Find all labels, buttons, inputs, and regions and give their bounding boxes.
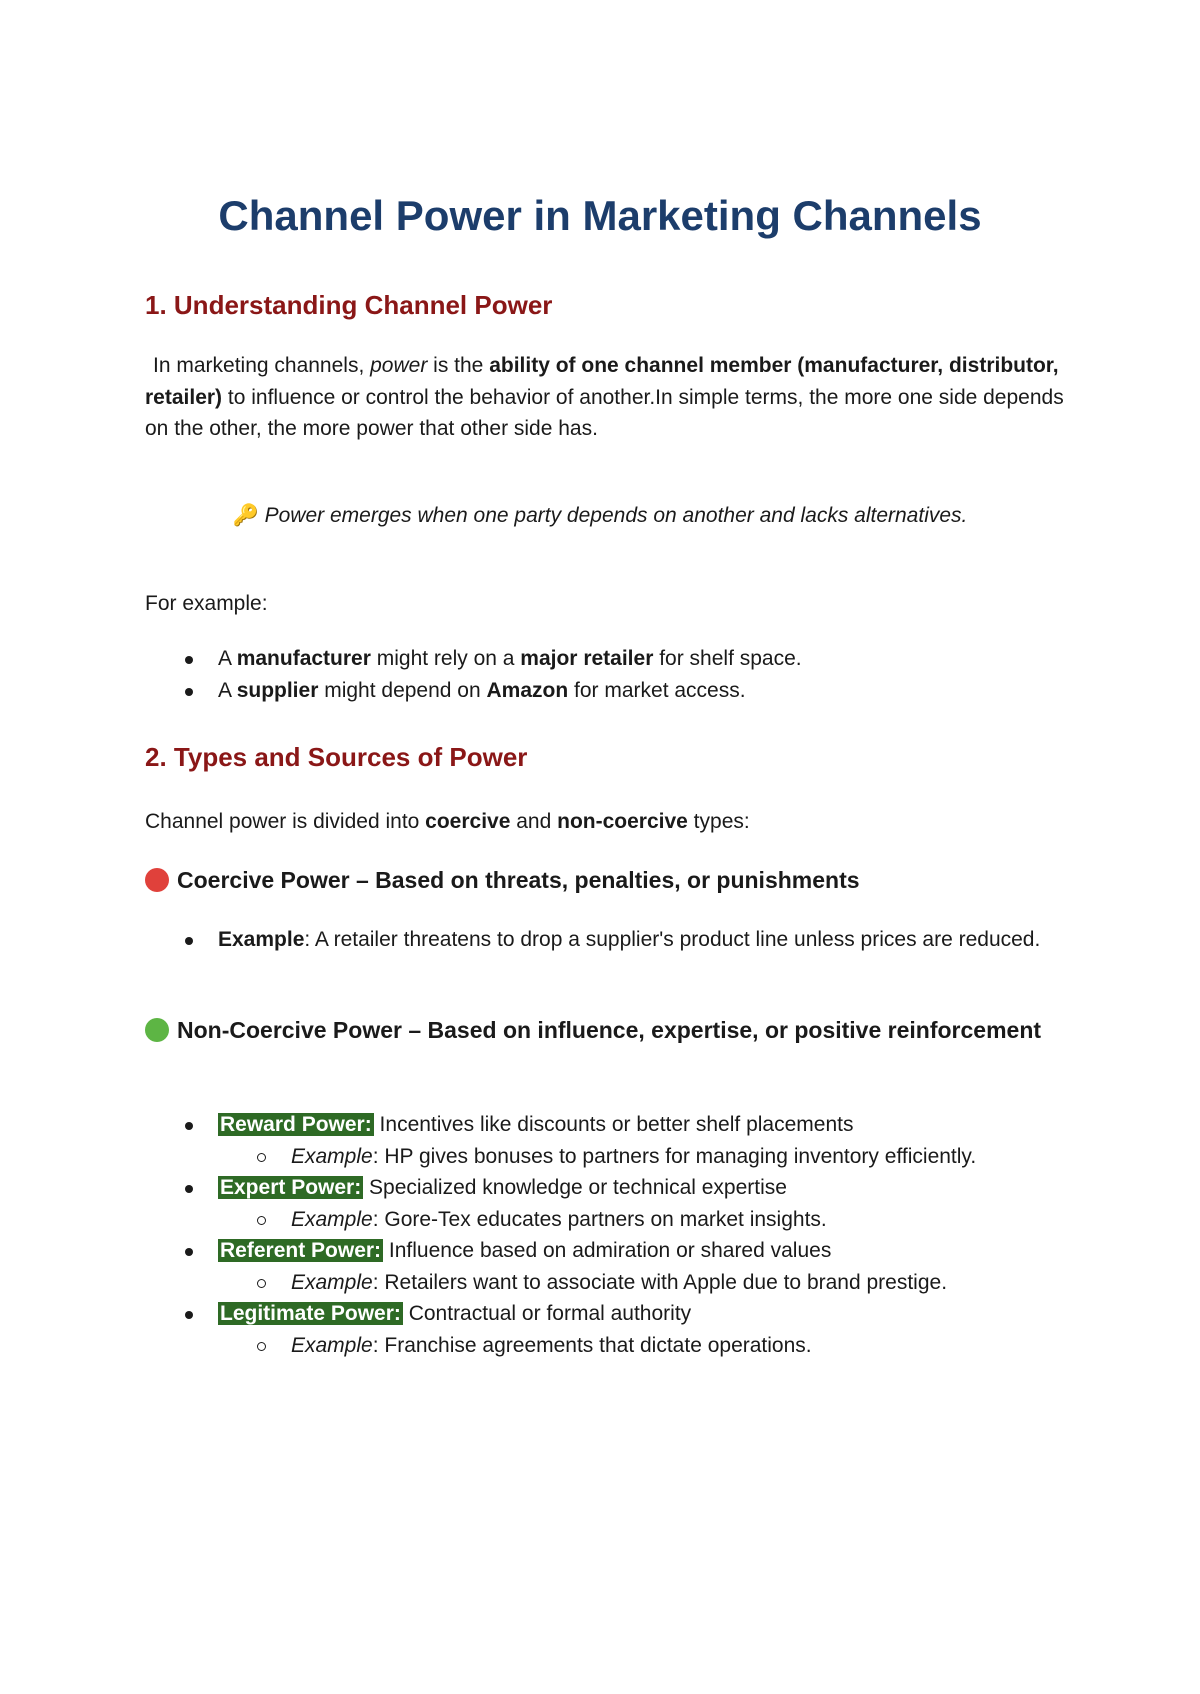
highlight-label: Reward Power: [220, 1113, 372, 1136]
sub-list-item [218, 1141, 1065, 1173]
intro-bold-non-coercive: non-coercive [557, 810, 688, 833]
list-item-text: for shelf space. [653, 647, 802, 670]
non-coercive-heading-text: Non-Coercive Power – Based on influence, expertise, or positive reinforcement [177, 1017, 1042, 1043]
key-icon: 🔑 [232, 504, 259, 527]
for-example-label: For example: [145, 592, 268, 615]
list-item [145, 1235, 1065, 1298]
quote-text: Power emerges when one party depends on another and lacks alternatives. [264, 504, 968, 527]
list-item [145, 643, 1065, 675]
sub-list [218, 1330, 1065, 1362]
example-text: : HP gives bonuses to partners for managing inventory efficiently. [372, 1144, 977, 1168]
sub-list [218, 1204, 1065, 1236]
highlight-label: Legitimate Power: [220, 1302, 401, 1325]
intro-text: Channel power is divided into [145, 810, 426, 833]
sub-list [218, 1141, 1065, 1173]
list-item [145, 1172, 1065, 1235]
highlight-label: Expert Power: [220, 1176, 362, 1199]
paragraph-text-3: to influence or control the behavior of another.In simple terms, the more one side depends on the other, the more power that other side has. [145, 385, 1064, 440]
coercive-heading-text: Coercive Power – Based on threats, penalties, or punishments [177, 867, 860, 893]
paragraph-italic-power: power [370, 354, 428, 377]
list-item-text: Contractual or formal authority [402, 1302, 692, 1325]
list-item-text: Specialized knowledge or technical expertise [363, 1176, 787, 1199]
example-text: : Retailers want to associate with Apple due to brand prestige. [372, 1270, 948, 1294]
example-text: : A retailer threatens to drop a supplier's product line unless prices are reduced. [304, 928, 1041, 951]
sub-list-item [218, 1267, 1065, 1299]
sub-list-item [218, 1204, 1065, 1236]
coercive-list [145, 924, 1065, 956]
example-list [145, 643, 1065, 706]
intro-text: types: [687, 810, 750, 833]
paragraph-text-1: In marketing channels, [153, 354, 371, 377]
list-item-text: might depend on [318, 678, 487, 702]
list-item-text: might rely on a [370, 647, 521, 670]
coercive-heading [145, 864, 1065, 897]
section-2-heading: 2. Types and Sources of Power [145, 742, 528, 772]
sub-list [218, 1267, 1065, 1299]
list-item-text: A [218, 647, 237, 670]
example-label: Example [291, 1270, 373, 1294]
non-coercive-list [145, 1109, 1065, 1361]
list-item-bold: manufacturer [236, 647, 371, 670]
list-item-text: A [218, 678, 237, 702]
list-item-text: Incentives like discounts or better shelf placements [373, 1113, 854, 1136]
page-title: Channel Power in Marketing Channels [218, 192, 982, 239]
example-label: Example [218, 928, 305, 951]
list-item [145, 1109, 1065, 1172]
section-1-heading: 1. Understanding Channel Power [145, 290, 553, 320]
example-label: Example [291, 1144, 373, 1168]
section-2-intro [145, 806, 1065, 838]
highlight-label: Referent Power: [220, 1239, 382, 1262]
list-item [145, 1298, 1065, 1361]
non-coercive-heading [145, 1014, 1065, 1047]
list-item [145, 924, 1065, 956]
list-item [145, 675, 1065, 707]
section-1-paragraph [145, 350, 1065, 445]
list-item-text: for market access. [568, 678, 746, 702]
list-item-bold: major retailer [520, 647, 654, 670]
paragraph-bold-text: ability of one channel member (manufacturer, distributor, retailer) [145, 354, 1059, 409]
list-item-bold: Amazon [486, 678, 569, 702]
list-item-bold: supplier [236, 678, 319, 702]
example-text: : Gore-Tex educates partners on market insights. [372, 1207, 827, 1231]
list-item-text: Influence based on admiration or shared values [383, 1239, 832, 1262]
intro-bold-coercive: coercive [425, 810, 511, 833]
red-circle-icon [145, 868, 169, 892]
paragraph-text-2: is the [427, 354, 490, 377]
green-circle-icon [145, 1018, 169, 1042]
intro-text: and [510, 810, 558, 833]
sub-list-item [218, 1330, 1065, 1362]
key-quote [195, 500, 1005, 531]
example-text: : Franchise agreements that dictate operations. [372, 1333, 812, 1357]
example-label: Example [291, 1333, 373, 1357]
example-label: Example [291, 1207, 373, 1231]
